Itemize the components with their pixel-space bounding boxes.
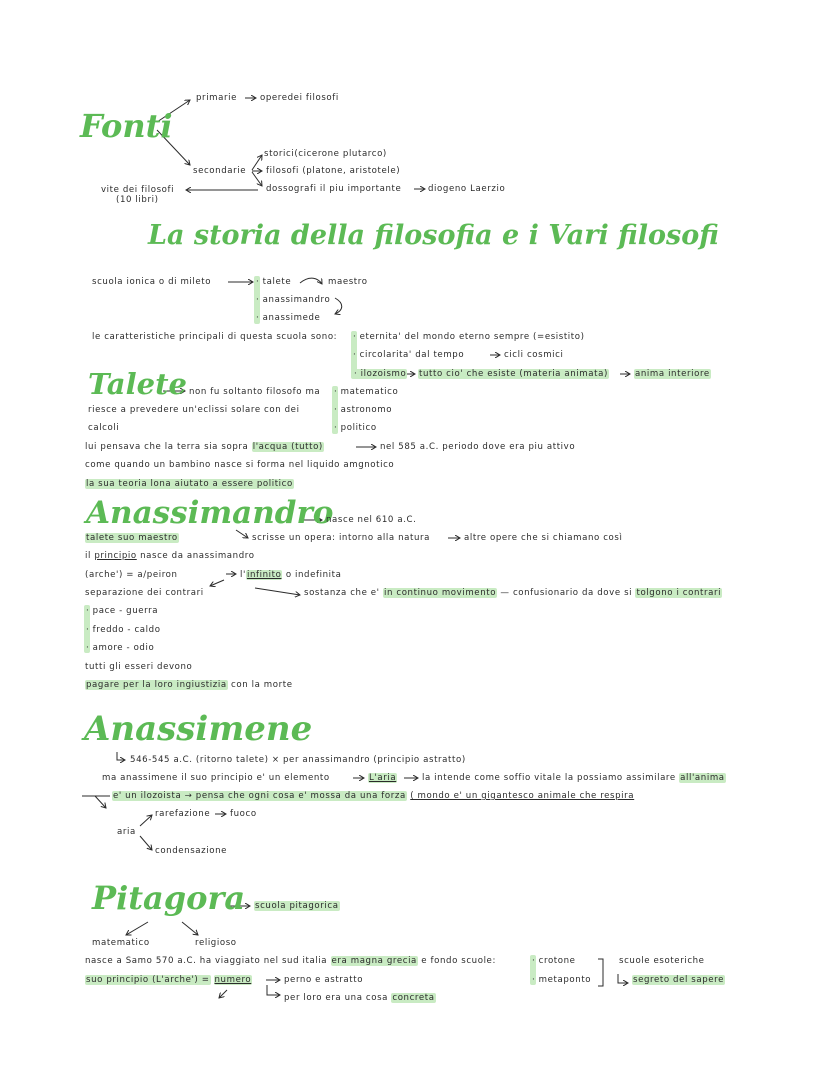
page-title: La storia della filosofia e i Vari filosofi <box>148 220 719 251</box>
caratteristica-2b: cicli cosmici <box>504 350 564 360</box>
anassimandro-arche: (arche') = a/peiron <box>85 570 178 580</box>
pitagora-concreta: per loro era una cosa concreta <box>284 993 435 1003</box>
anassimandro-infinito: l'infinito o indefinita <box>240 570 342 580</box>
scuola-anassimandro: · anassimandro <box>256 295 331 305</box>
anassimandro-sostanza: sostanza che e' in continuo movimento — confusionario da dove si tolgono i contrari <box>304 588 722 598</box>
anassimene-ma: ma anassimene il suo principio e' un elemento <box>102 773 330 783</box>
scuola-caratteristiche: le caratteristiche principali di questa scuola sono: <box>92 332 338 342</box>
anassimene-aria: aria <box>117 827 136 837</box>
anassimandro-tutti: tutti gli esseri devono <box>85 662 193 672</box>
fonti-vite-libri: (10 libri) <box>116 195 159 205</box>
talete-calcoli: calcoli <box>88 423 120 433</box>
talete-role-1: · matematico <box>334 387 399 397</box>
heading-pitagora: Pitagora <box>92 879 246 917</box>
talete-role-3: · politico <box>334 423 377 433</box>
scuola-intro: scuola ionica o di mileto <box>92 277 212 287</box>
talete-role-2: · astronomo <box>334 405 393 415</box>
contrario-1: · pace - guerra <box>86 606 159 616</box>
anassimene-ilozoista: e' un ilozoista → pensa che ogni cosa e' mossa da una forza ( mondo e' un gigantesco animale che respira <box>113 791 635 801</box>
heading-talete: Talete <box>88 367 187 401</box>
fonti-secondarie: secondarie <box>193 166 247 176</box>
caratteristica-3b: tutto cio' che esiste (materia animata) <box>419 369 608 379</box>
fonti-primarie-note: operedei filosofi <box>260 93 339 103</box>
pitagora-principio: suo principio (L'arche') = numero <box>86 975 252 985</box>
pitagora-esoteriche: scuole esoteriche <box>619 956 705 966</box>
fonti-storici: storici(cicerone plutarco) <box>264 149 387 159</box>
caratteristica-3c: anima interiore <box>635 369 710 379</box>
talete-teoria: la sua teoria lona aiutato a essere politico <box>86 479 293 489</box>
heading-fonti: Fonti <box>80 107 173 145</box>
talete-lui: lui pensava che la terra sia sopra l'acqua (tutto) <box>85 442 323 452</box>
anassimandro-scrisse: scrisse un opera: intorno alla natura <box>252 533 430 543</box>
anassimandro-pagare: pagare per la loro ingiustizia con la morte <box>86 680 293 690</box>
contrario-3: · amore - odio <box>86 643 155 653</box>
talete-come: come quando un bambino nasce si forma nel liquido amgnotico <box>85 460 395 470</box>
scuola-talete: · talete <box>256 277 292 287</box>
anassimandro-altre: altre opere che si chiamano così <box>464 533 623 543</box>
pitagora-religioso: religioso <box>195 938 237 948</box>
pitagora-segreto: segreto del sapere <box>633 975 724 985</box>
anassimene-soffio: la intende come soffio vitale la possiamo assimilare all'anima <box>422 773 725 783</box>
fonti-diogene: diogeno Laerzio <box>428 184 506 194</box>
fonti-primarie: primarie <box>196 93 238 103</box>
talete-585: nel 585 a.C. periodo dove era piu attivo <box>380 442 576 452</box>
caratteristica-1: · eternita' del mondo eterno sempre (=esistito) <box>353 332 585 342</box>
anassimandro-principio: il principio nasce da anassimandro <box>85 551 255 561</box>
heading-anassimandro: Anassimandro <box>86 495 334 531</box>
pitagora-metaponto: · metaponto <box>532 975 592 985</box>
contrario-2: · freddo - caldo <box>86 625 161 635</box>
anassimene-date: 546-545 a.C. (ritorno talete) × per anassimandro (principio astratto) <box>130 755 466 765</box>
anassimene-fuoco: fuoco <box>230 809 257 819</box>
anassimene-rarefazione: rarefazione <box>155 809 211 819</box>
pitagora-crotone: · crotone <box>532 956 576 966</box>
heading-anassimene: Anassimene <box>84 709 313 749</box>
talete-riesce: riesce a prevedere un'eclissi solare con dei <box>88 405 300 415</box>
fonti-dossografi: dossografi il piu importante <box>266 184 402 194</box>
fonti-filosofi: filosofi (platone, aristotele) <box>266 166 401 176</box>
caratteristica-2: · circolarita' dal tempo <box>353 350 465 360</box>
anassimandro-separazione: separazione dei contrari <box>85 588 204 598</box>
scuola-anassimede: · anassimede <box>256 313 321 323</box>
pitagora-scuola: scuola pitagorica <box>255 901 339 911</box>
pitagora-nasce: nasce a Samo 570 a.C. ha viaggiato nel sud italia era magna grecia e fondo scuole: <box>85 956 496 966</box>
anassimandro-nasce: nasce nel 610 a.C. <box>326 515 417 525</box>
anassimandro-maestro: talete suo maestro <box>86 533 178 543</box>
anassimene-aria-hl: L'aria <box>369 773 397 783</box>
talete-note: non fu soltanto filosofo ma <box>189 387 321 397</box>
caratteristica-3: · ilozoismo <box>354 369 407 379</box>
anassimene-condensazione: condensazione <box>155 846 228 856</box>
pitagora-perno: perno e astratto <box>284 975 364 985</box>
pitagora-matematico: matematico <box>92 938 150 948</box>
scuola-maestro: maestro <box>328 277 368 287</box>
fonti-vite: vite dei filosofi <box>101 185 175 195</box>
